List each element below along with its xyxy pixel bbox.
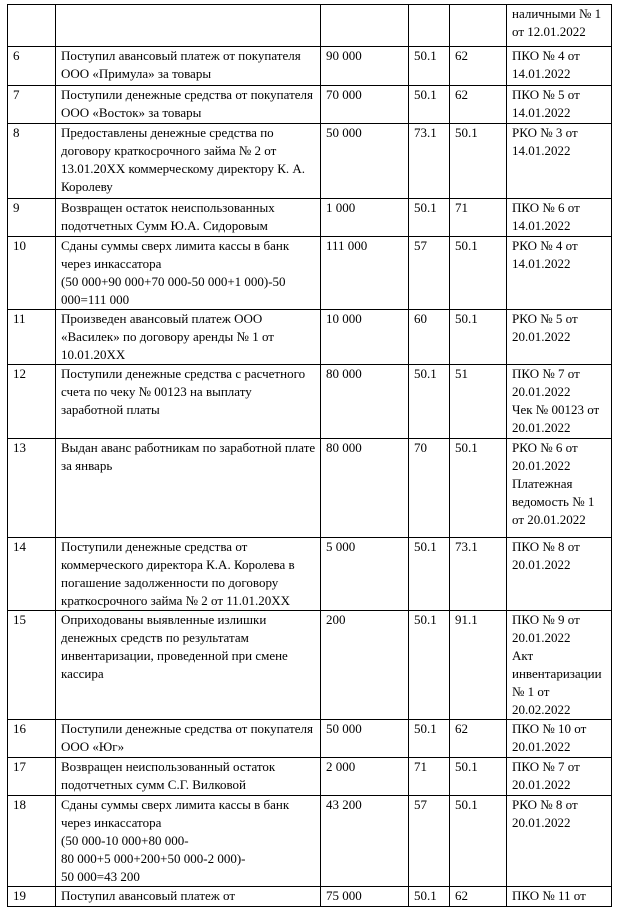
document-cell: ПКО № 6 от 14.01.2022 xyxy=(507,199,612,237)
table-row xyxy=(8,758,612,796)
row-number-cell: 7 xyxy=(8,86,56,124)
credit-cell: 62 xyxy=(450,720,507,758)
row-number-cell: 10 xyxy=(8,237,56,310)
amount-cell: 50 000 xyxy=(321,720,409,758)
table-row xyxy=(8,720,612,758)
credit-cell: 51 xyxy=(450,365,507,439)
document-cell: РКО № 3 от 14.01.2022 xyxy=(507,124,612,199)
row-number-cell: 17 xyxy=(8,758,56,796)
credit-cell: 62 xyxy=(450,86,507,124)
document-cell: ПКО № 5 от 14.01.2022 xyxy=(507,86,612,124)
debit-cell: 71 xyxy=(409,758,450,796)
table-row xyxy=(8,611,612,720)
row-number-cell: 8 xyxy=(8,124,56,199)
operation-cell: Поступил авансовый платеж от xyxy=(56,887,321,907)
amount-cell: 200 xyxy=(321,611,409,720)
journal-table-body xyxy=(8,5,612,907)
debit-cell: 60 xyxy=(409,310,450,365)
table-row xyxy=(8,365,612,439)
debit-cell: 50.1 xyxy=(409,611,450,720)
document-cell: РКО № 5 от 20.01.2022 xyxy=(507,310,612,365)
amount-cell: 90 000 xyxy=(321,47,409,86)
credit-cell xyxy=(450,5,507,47)
row-number-cell: 18 xyxy=(8,796,56,887)
credit-cell: 62 xyxy=(450,887,507,907)
debit-cell: 73.1 xyxy=(409,124,450,199)
operation-cell: Поступили денежные средства от покупателя ООО «Юг» xyxy=(56,720,321,758)
document-cell: ПКО № 7 от 20.01.2022 xyxy=(507,758,612,796)
operation-cell: Поступили денежные средства от покупателя ООО «Восток» за товары xyxy=(56,86,321,124)
operation-cell: Поступил авансовый платеж от покупателя ООО «Примула» за товары xyxy=(56,47,321,86)
amount-cell: 5 000 xyxy=(321,538,409,611)
document-cell: ПКО № 11 от xyxy=(507,887,612,907)
table-row xyxy=(8,439,612,538)
operation-cell: Сданы суммы сверх лимита кассы в банк через инкассатора (50 000-10 000+80 000- 80 000+5 000+200+50 000-2 000)- 50 000=43 200 xyxy=(56,796,321,887)
table-row xyxy=(8,124,612,199)
table-row xyxy=(8,310,612,365)
amount-cell: 80 000 xyxy=(321,365,409,439)
debit-cell: 57 xyxy=(409,796,450,887)
operation-cell: Предоставлены денежные средства по договору краткосрочного займа № 2 от 13.01.20ХХ коммерческому директору К. А. Королеву xyxy=(56,124,321,199)
row-number-cell: 14 xyxy=(8,538,56,611)
row-number-cell: 16 xyxy=(8,720,56,758)
amount-cell: 50 000 xyxy=(321,124,409,199)
debit-cell: 50.1 xyxy=(409,887,450,907)
amount-cell: 75 000 xyxy=(321,887,409,907)
operation-cell: Возвращен остаток неиспользованных подотчетных Сумм Ю.А. Сидоровым xyxy=(56,199,321,237)
operation-cell: Поступили денежные средства с расчетного счета по чеку № 00123 на выплату заработной платы xyxy=(56,365,321,439)
operation-cell: Возвращен неиспользованный остаток подотчетных сумм С.Г. Вилковой xyxy=(56,758,321,796)
document-cell: РКО № 4 от 14.01.2022 xyxy=(507,237,612,310)
document-cell: ПКО № 9 от 20.01.2022 Акт инвентаризации № 1 от 20.02.2022 xyxy=(507,611,612,720)
amount-cell: 43 200 xyxy=(321,796,409,887)
document-cell: наличными № 1 от 12.01.2022 xyxy=(507,5,612,47)
document-cell: ПКО № 7 от 20.01.2022 Чек № 00123 от 20.01.2022 xyxy=(507,365,612,439)
table-row xyxy=(8,237,612,310)
row-number-cell: 19 xyxy=(8,887,56,907)
credit-cell: 50.1 xyxy=(450,796,507,887)
debit-cell: 57 xyxy=(409,237,450,310)
debit-cell: 50.1 xyxy=(409,365,450,439)
debit-cell: 70 xyxy=(409,439,450,538)
table-row xyxy=(8,538,612,611)
row-number-cell: 15 xyxy=(8,611,56,720)
table-row xyxy=(8,796,612,887)
operation-cell: Оприходованы выявленные излишки денежных средств по результатам инвентаризации, проведенной при смене кассира xyxy=(56,611,321,720)
row-number-cell: 6 xyxy=(8,47,56,86)
operation-cell: Выдан аванс работникам по заработной плате за январь xyxy=(56,439,321,538)
row-number-cell xyxy=(8,5,56,47)
table-row xyxy=(8,47,612,86)
credit-cell: 50.1 xyxy=(450,758,507,796)
credit-cell: 50.1 xyxy=(450,124,507,199)
document-cell: РКО № 8 от 20.01.2022 xyxy=(507,796,612,887)
table-row xyxy=(8,199,612,237)
row-number-cell: 9 xyxy=(8,199,56,237)
operation-cell: Поступили денежные средства от коммерческого директора К.А. Королева в погашение задолженности по договору краткосрочного займа № 2 от 11.01.20ХХ xyxy=(56,538,321,611)
credit-cell: 71 xyxy=(450,199,507,237)
operation-cell xyxy=(56,5,321,47)
credit-cell: 91.1 xyxy=(450,611,507,720)
amount-cell: 80 000 xyxy=(321,439,409,538)
debit-cell: 50.1 xyxy=(409,720,450,758)
debit-cell: 50.1 xyxy=(409,199,450,237)
document-cell: ПКО № 10 от 20.01.2022 xyxy=(507,720,612,758)
debit-cell: 50.1 xyxy=(409,47,450,86)
table-row xyxy=(8,5,612,47)
amount-cell: 70 000 xyxy=(321,86,409,124)
document-cell: РКО № 6 от 20.01.2022 Платежная ведомость № 1 от 20.01.2022 xyxy=(507,439,612,538)
row-number-cell: 12 xyxy=(8,365,56,439)
row-number-cell: 11 xyxy=(8,310,56,365)
document-cell: ПКО № 8 от 20.01.2022 xyxy=(507,538,612,611)
debit-cell xyxy=(409,5,450,47)
amount-cell: 2 000 xyxy=(321,758,409,796)
table-row xyxy=(8,887,612,907)
amount-cell: 10 000 xyxy=(321,310,409,365)
amount-cell: 111 000 xyxy=(321,237,409,310)
credit-cell: 73.1 xyxy=(450,538,507,611)
amount-cell xyxy=(321,5,409,47)
credit-cell: 50.1 xyxy=(450,237,507,310)
debit-cell: 50.1 xyxy=(409,538,450,611)
operation-cell: Произведен авансовый платеж ООО «Василек» по договору аренды № 1 от 10.01.20ХХ xyxy=(56,310,321,365)
row-number-cell: 13 xyxy=(8,439,56,538)
operation-cell: Сданы суммы сверх лимита кассы в банк через инкассатора (50 000+90 000+70 000-50 000+1 000)-50 000=111 000 xyxy=(56,237,321,310)
credit-cell: 50.1 xyxy=(450,439,507,538)
table-row xyxy=(8,86,612,124)
debit-cell: 50.1 xyxy=(409,86,450,124)
credit-cell: 50.1 xyxy=(450,310,507,365)
document-cell: ПКО № 4 от 14.01.2022 xyxy=(507,47,612,86)
amount-cell: 1 000 xyxy=(321,199,409,237)
journal-table xyxy=(7,4,612,907)
credit-cell: 62 xyxy=(450,47,507,86)
